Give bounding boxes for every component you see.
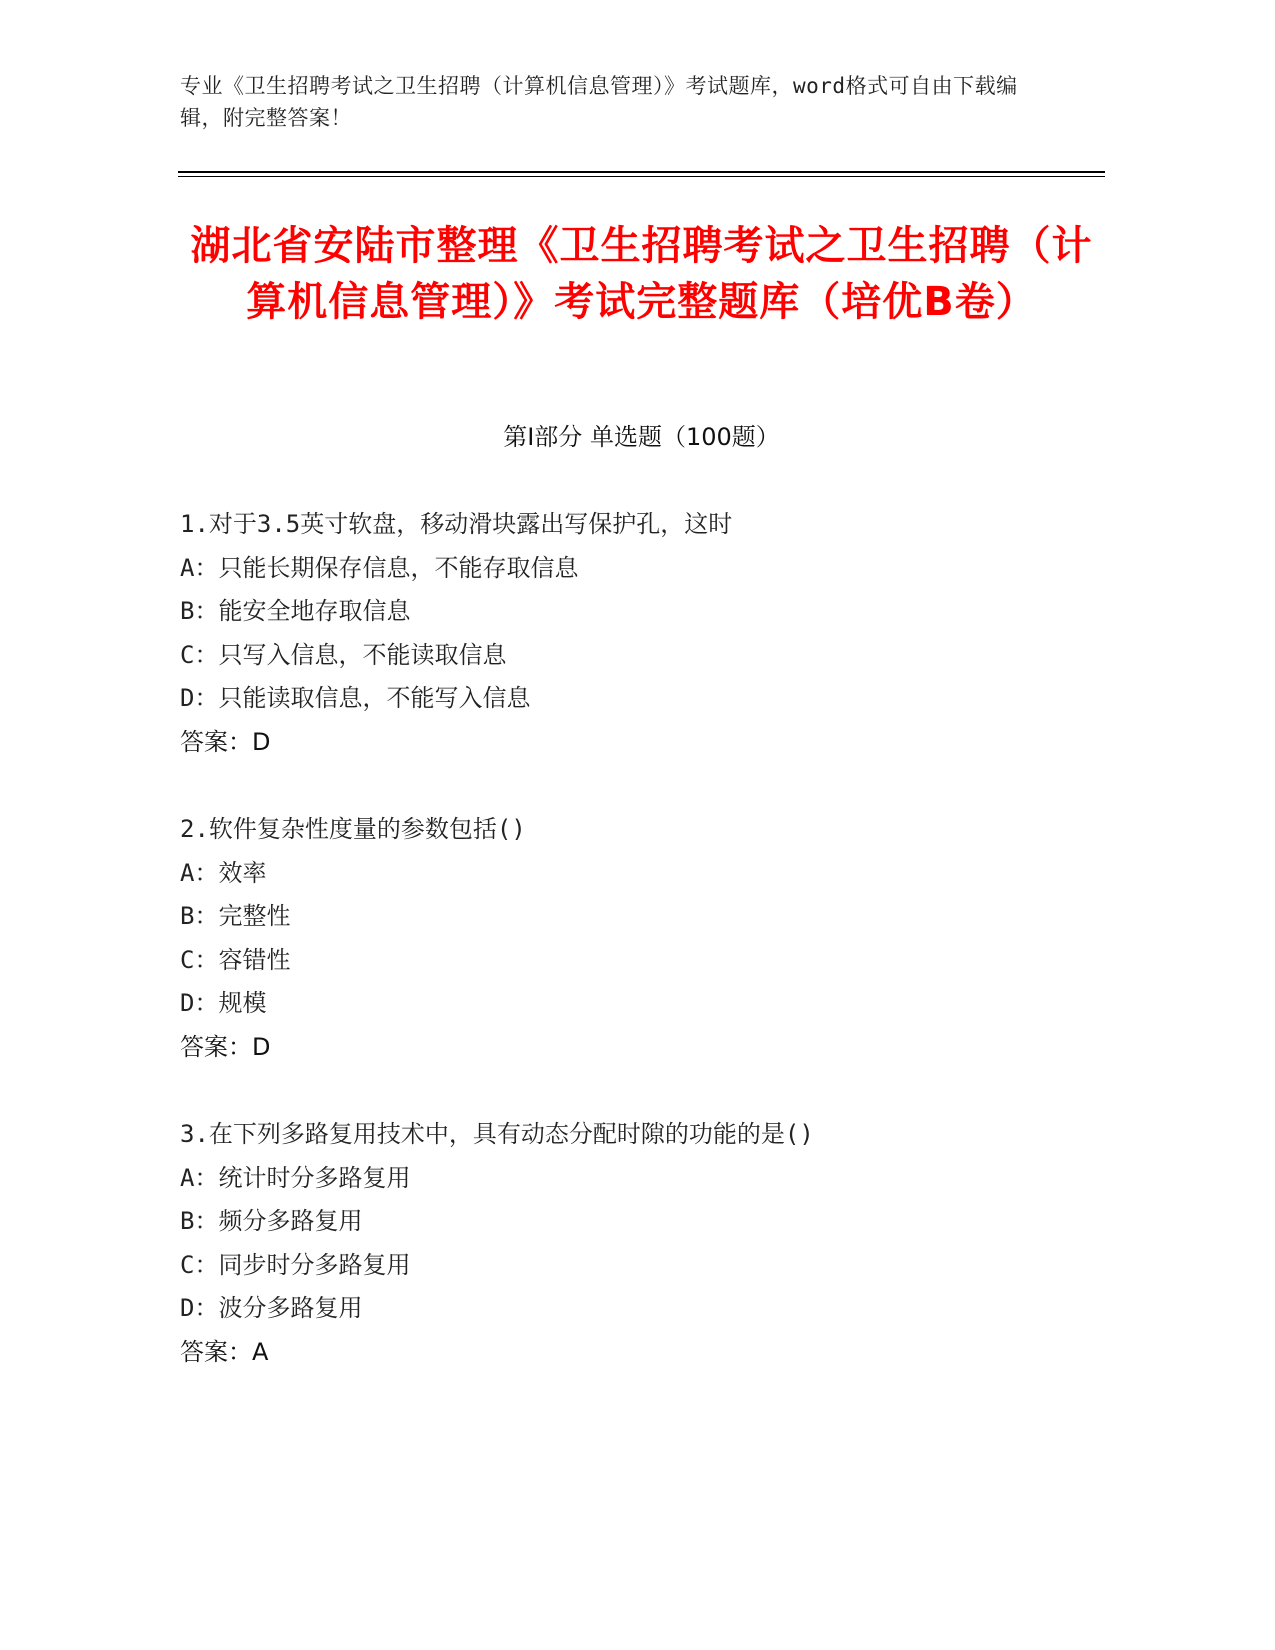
option-a: A：统计时分多路复用 xyxy=(180,1163,411,1192)
document-title: 湖北省安陆市整理《卫生招聘考试之卫生招聘（计算机信息管理）》考试完整题库（培优B卷） xyxy=(190,223,1093,325)
header-rule-thick xyxy=(178,171,1105,173)
option-d: D：只能读取信息，不能写入信息 xyxy=(180,684,531,712)
option-b: B：频分多路复用 xyxy=(180,1207,363,1235)
option-c: C：同步时分多路复用 xyxy=(180,1250,411,1279)
section-title: 第I部分 单选题（100题） xyxy=(503,423,780,451)
option-b: B：能安全地存取信息 xyxy=(180,597,411,625)
answer-line: 答案：A xyxy=(180,1337,269,1366)
header-rule-thin xyxy=(178,176,1105,177)
question-block xyxy=(180,1113,1080,1374)
option-a: A：效率 xyxy=(180,858,267,887)
option-b: B：完整性 xyxy=(180,902,291,930)
question-block xyxy=(180,503,1080,764)
question-stem: 1.对于3.5英寸软盘，移动滑块露出写保护孔，这时 xyxy=(180,510,733,538)
option-c: C：容错性 xyxy=(180,945,291,974)
option-c: C：只写入信息，不能读取信息 xyxy=(180,640,507,669)
option-d: D：规模 xyxy=(180,989,267,1017)
question-stem: 2.软件复杂性度量的参数包括() xyxy=(180,815,526,843)
question-block xyxy=(180,808,1080,1069)
answer-line: 答案：D xyxy=(180,1032,271,1061)
answer-line: 答案：D xyxy=(180,727,271,756)
header-note: 专业《卫生招聘考试之卫生招聘（计算机信息管理）》考试题库，word格式可自由下载编辑，附完整答案！ xyxy=(180,74,1018,130)
option-a: A：只能长期保存信息，不能存取信息 xyxy=(180,553,579,582)
question-stem: 3.在下列多路复用技术中，具有动态分配时隙的功能的是() xyxy=(180,1120,814,1148)
option-d: D：波分多路复用 xyxy=(180,1294,363,1322)
